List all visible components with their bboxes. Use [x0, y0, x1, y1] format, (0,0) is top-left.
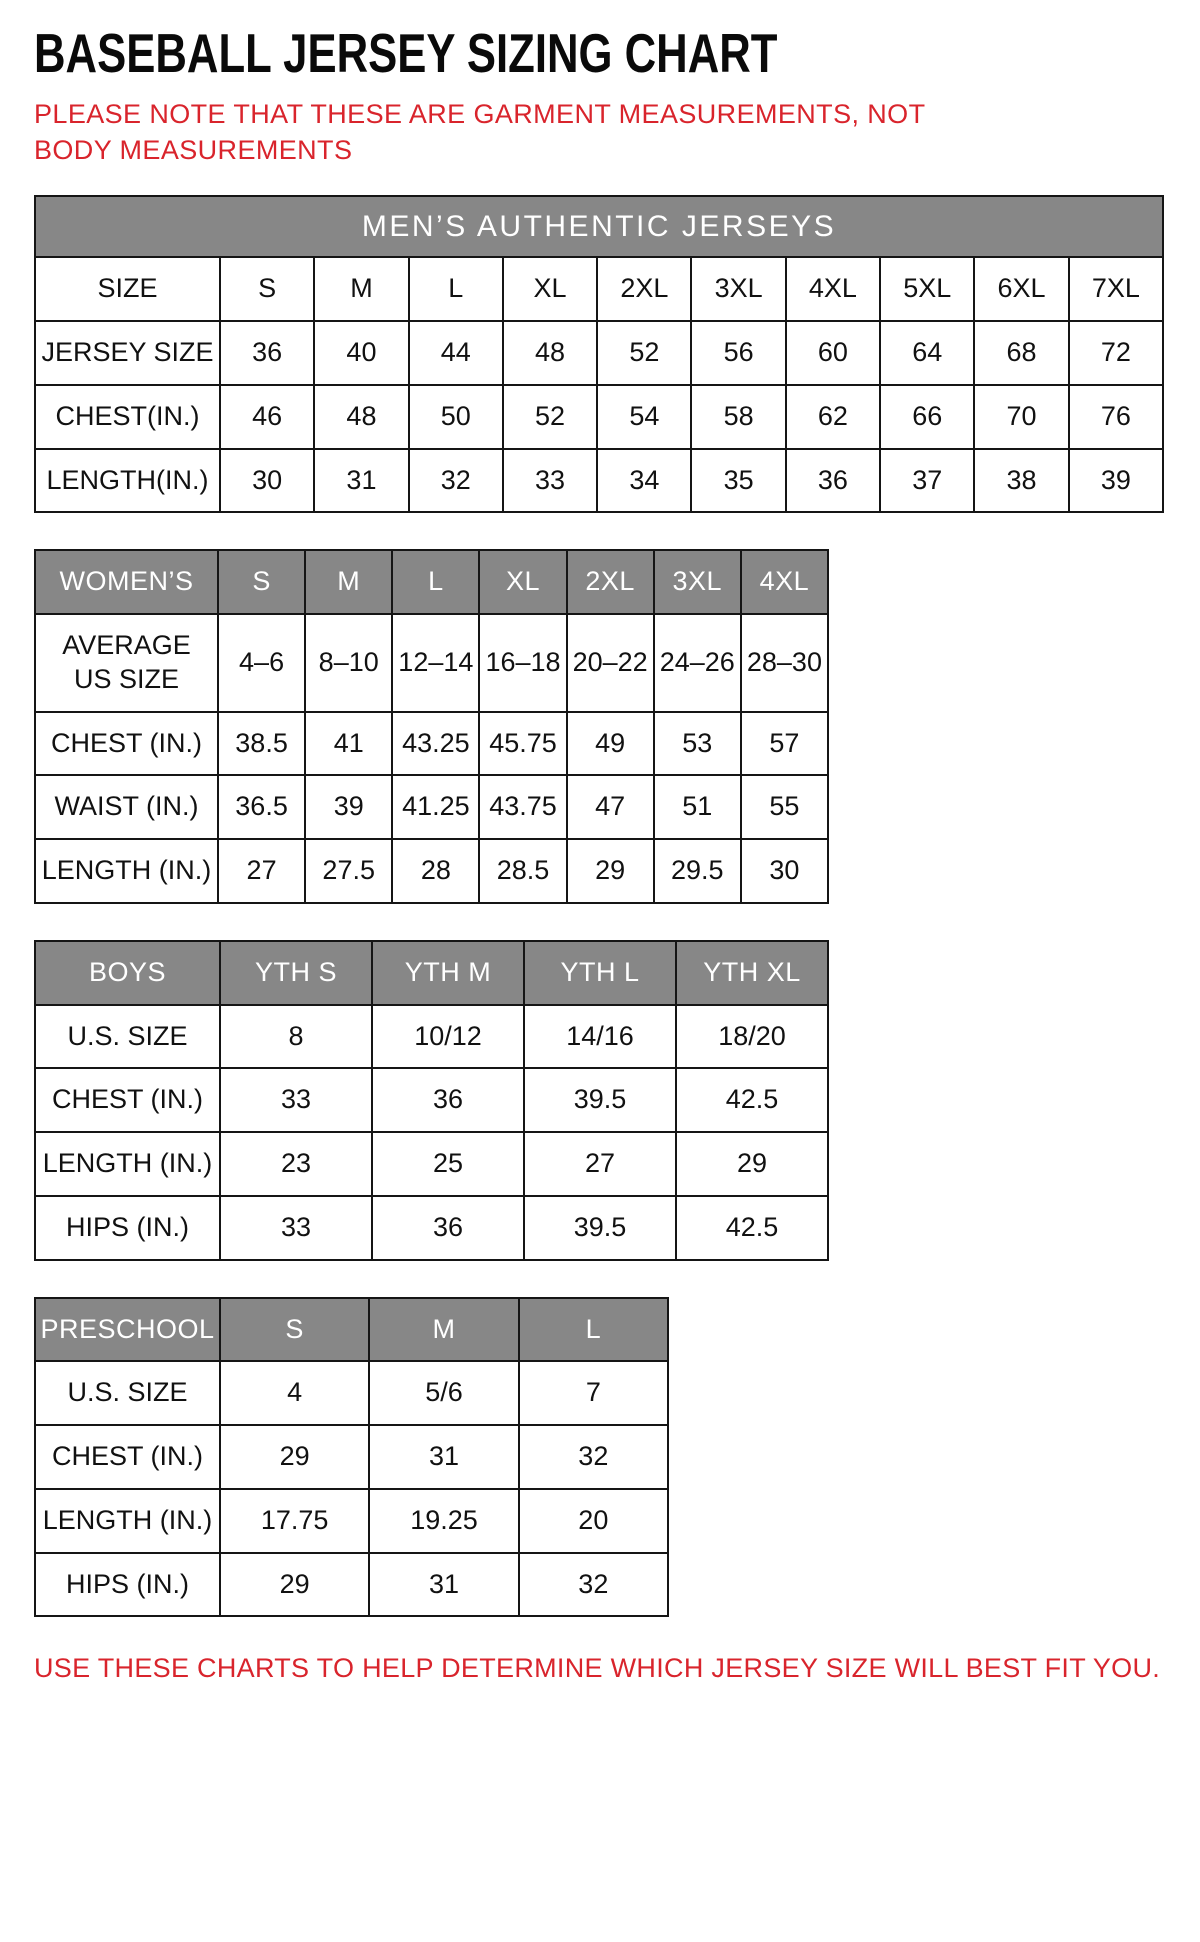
cell-value: XL: [503, 257, 597, 321]
column-header: YTH S: [220, 941, 372, 1005]
cell-value: 50: [409, 385, 503, 449]
table-row: [35, 775, 828, 839]
row-label: U.S. SIZE: [35, 1361, 220, 1425]
cell-value: 36: [372, 1196, 524, 1260]
column-header: M: [369, 1298, 518, 1362]
cell-value: 33: [220, 1068, 372, 1132]
cell-value: 29.5: [654, 839, 741, 903]
cell-value: 10/12: [372, 1005, 524, 1069]
cell-value: 14/16: [524, 1005, 676, 1069]
table-row: [35, 839, 828, 903]
cell-value: 38: [974, 449, 1068, 513]
cell-value: 48: [314, 385, 408, 449]
row-label: CHEST (IN.): [35, 712, 218, 776]
row-label: CHEST (IN.): [35, 1425, 220, 1489]
table-row: [35, 321, 1163, 385]
cell-value: 20: [519, 1489, 668, 1553]
table-row: [35, 1489, 668, 1553]
cell-value: 39: [1069, 449, 1163, 513]
table-title: WOMEN’S: [35, 550, 218, 614]
cell-value: 28.5: [479, 839, 566, 903]
cell-value: 27: [218, 839, 305, 903]
table-row: [35, 449, 1163, 513]
cell-value: 35: [691, 449, 785, 513]
cell-value: 56: [691, 321, 785, 385]
cell-value: 8–10: [305, 614, 392, 712]
cell-value: 46: [220, 385, 314, 449]
cell-value: S: [220, 257, 314, 321]
cell-value: 40: [314, 321, 408, 385]
row-label: HIPS (IN.): [35, 1196, 220, 1260]
boys-sizing-table: [34, 940, 829, 1261]
row-label: JERSEY SIZE: [35, 321, 220, 385]
cell-value: 4–6: [218, 614, 305, 712]
footer-note: USE THESE CHARTS TO HELP DETERMINE WHICH JERSEY SIZE WILL BEST FIT YOU.: [34, 1653, 1161, 1684]
cell-value: 72: [1069, 321, 1163, 385]
cell-value: 41.25: [392, 775, 479, 839]
cell-value: 32: [409, 449, 503, 513]
table-header-row: [35, 550, 828, 614]
table-row: [35, 1425, 668, 1489]
page-title: BASEBALL JERSEY SIZING CHART: [34, 23, 778, 85]
cell-value: 8: [220, 1005, 372, 1069]
cell-value: 47: [567, 775, 654, 839]
cell-value: 36: [220, 321, 314, 385]
cell-value: 20–22: [567, 614, 654, 712]
cell-value: 28: [392, 839, 479, 903]
cell-value: 27.5: [305, 839, 392, 903]
cell-value: 16–18: [479, 614, 566, 712]
cell-value: 5/6: [369, 1361, 518, 1425]
row-label: U.S. SIZE: [35, 1005, 220, 1069]
row-label: AVERAGE US SIZE: [35, 614, 218, 712]
cell-value: 64: [880, 321, 974, 385]
cell-value: 37: [880, 449, 974, 513]
row-label: HIPS (IN.): [35, 1553, 220, 1617]
table-row: [35, 1361, 668, 1425]
cell-value: 36: [372, 1068, 524, 1132]
table-title: MEN’S AUTHENTIC JERSEYS: [35, 196, 1163, 258]
cell-value: 66: [880, 385, 974, 449]
cell-value: 30: [220, 449, 314, 513]
column-header: S: [220, 1298, 369, 1362]
cell-value: 29: [220, 1553, 369, 1617]
cell-value: L: [409, 257, 503, 321]
cell-value: 34: [597, 449, 691, 513]
cell-value: 33: [503, 449, 597, 513]
column-header: 2XL: [567, 550, 654, 614]
cell-value: 31: [369, 1553, 518, 1617]
cell-value: 45.75: [479, 712, 566, 776]
column-header: YTH XL: [676, 941, 828, 1005]
cell-value: 57: [741, 712, 828, 776]
cell-value: 24–26: [654, 614, 741, 712]
cell-value: 54: [597, 385, 691, 449]
row-label: SIZE: [35, 257, 220, 321]
table-row: [35, 1132, 828, 1196]
row-label: LENGTH (IN.): [35, 1132, 220, 1196]
row-label: CHEST(IN.): [35, 385, 220, 449]
cell-value: 76: [1069, 385, 1163, 449]
column-header: M: [305, 550, 392, 614]
cell-value: 44: [409, 321, 503, 385]
table-caption-row: [35, 196, 1163, 258]
column-header: S: [218, 550, 305, 614]
cell-value: 32: [519, 1553, 668, 1617]
row-label: WAIST (IN.): [35, 775, 218, 839]
cell-value: 60: [786, 321, 880, 385]
cell-value: 52: [503, 385, 597, 449]
cell-value: 42.5: [676, 1068, 828, 1132]
cell-value: 18/20: [676, 1005, 828, 1069]
table-row: [35, 1068, 828, 1132]
cell-value: 41: [305, 712, 392, 776]
cell-value: 36.5: [218, 775, 305, 839]
cell-value: 5XL: [880, 257, 974, 321]
cell-value: 55: [741, 775, 828, 839]
table-row: [35, 385, 1163, 449]
cell-value: 33: [220, 1196, 372, 1260]
table-header-row: [35, 941, 828, 1005]
preschool-sizing-table: [34, 1297, 669, 1618]
cell-value: 36: [786, 449, 880, 513]
column-header: L: [519, 1298, 668, 1362]
cell-value: 62: [786, 385, 880, 449]
cell-value: 39: [305, 775, 392, 839]
column-header: L: [392, 550, 479, 614]
row-label: LENGTH (IN.): [35, 1489, 220, 1553]
cell-value: 31: [369, 1425, 518, 1489]
cell-value: 4XL: [786, 257, 880, 321]
table-header-row: [35, 1298, 668, 1362]
table-row: [35, 1553, 668, 1617]
mens-sizing-table: [34, 195, 1164, 514]
cell-value: 32: [519, 1425, 668, 1489]
cell-value: 39.5: [524, 1196, 676, 1260]
cell-value: 23: [220, 1132, 372, 1196]
cell-value: 7: [519, 1361, 668, 1425]
cell-value: 52: [597, 321, 691, 385]
row-label: LENGTH(IN.): [35, 449, 220, 513]
column-header: 3XL: [654, 550, 741, 614]
cell-value: 43.25: [392, 712, 479, 776]
cell-value: 6XL: [974, 257, 1068, 321]
cell-value: 30: [741, 839, 828, 903]
table-title: PRESCHOOL: [35, 1298, 220, 1362]
cell-value: 31: [314, 449, 408, 513]
cell-value: 53: [654, 712, 741, 776]
cell-value: 49: [567, 712, 654, 776]
garment-measurement-note: PLEASE NOTE THAT THESE ARE GARMENT MEASUREMENTS, NOT BODY MEASUREMENTS: [34, 99, 925, 166]
cell-value: 51: [654, 775, 741, 839]
cell-value: 27: [524, 1132, 676, 1196]
table-row: [35, 712, 828, 776]
cell-value: M: [314, 257, 408, 321]
cell-value: 38.5: [218, 712, 305, 776]
table-row: [35, 257, 1163, 321]
column-header: 4XL: [741, 550, 828, 614]
cell-value: 12–14: [392, 614, 479, 712]
cell-value: 2XL: [597, 257, 691, 321]
cell-value: 7XL: [1069, 257, 1163, 321]
cell-value: 68: [974, 321, 1068, 385]
table-row: [35, 1196, 828, 1260]
cell-value: 25: [372, 1132, 524, 1196]
womens-sizing-table: [34, 549, 829, 904]
cell-value: 19.25: [369, 1489, 518, 1553]
cell-value: 17.75: [220, 1489, 369, 1553]
table-row: [35, 614, 828, 712]
cell-value: 39.5: [524, 1068, 676, 1132]
cell-value: 29: [676, 1132, 828, 1196]
table-row: [35, 1005, 828, 1069]
cell-value: 42.5: [676, 1196, 828, 1260]
cell-value: 43.75: [479, 775, 566, 839]
column-header: YTH L: [524, 941, 676, 1005]
cell-value: 29: [567, 839, 654, 903]
cell-value: 29: [220, 1425, 369, 1489]
column-header: XL: [479, 550, 566, 614]
row-label: LENGTH (IN.): [35, 839, 218, 903]
cell-value: 28–30: [741, 614, 828, 712]
cell-value: 4: [220, 1361, 369, 1425]
table-title: BOYS: [35, 941, 220, 1005]
cell-value: 3XL: [691, 257, 785, 321]
row-label: CHEST (IN.): [35, 1068, 220, 1132]
column-header: YTH M: [372, 941, 524, 1005]
cell-value: 70: [974, 385, 1068, 449]
cell-value: 48: [503, 321, 597, 385]
cell-value: 58: [691, 385, 785, 449]
